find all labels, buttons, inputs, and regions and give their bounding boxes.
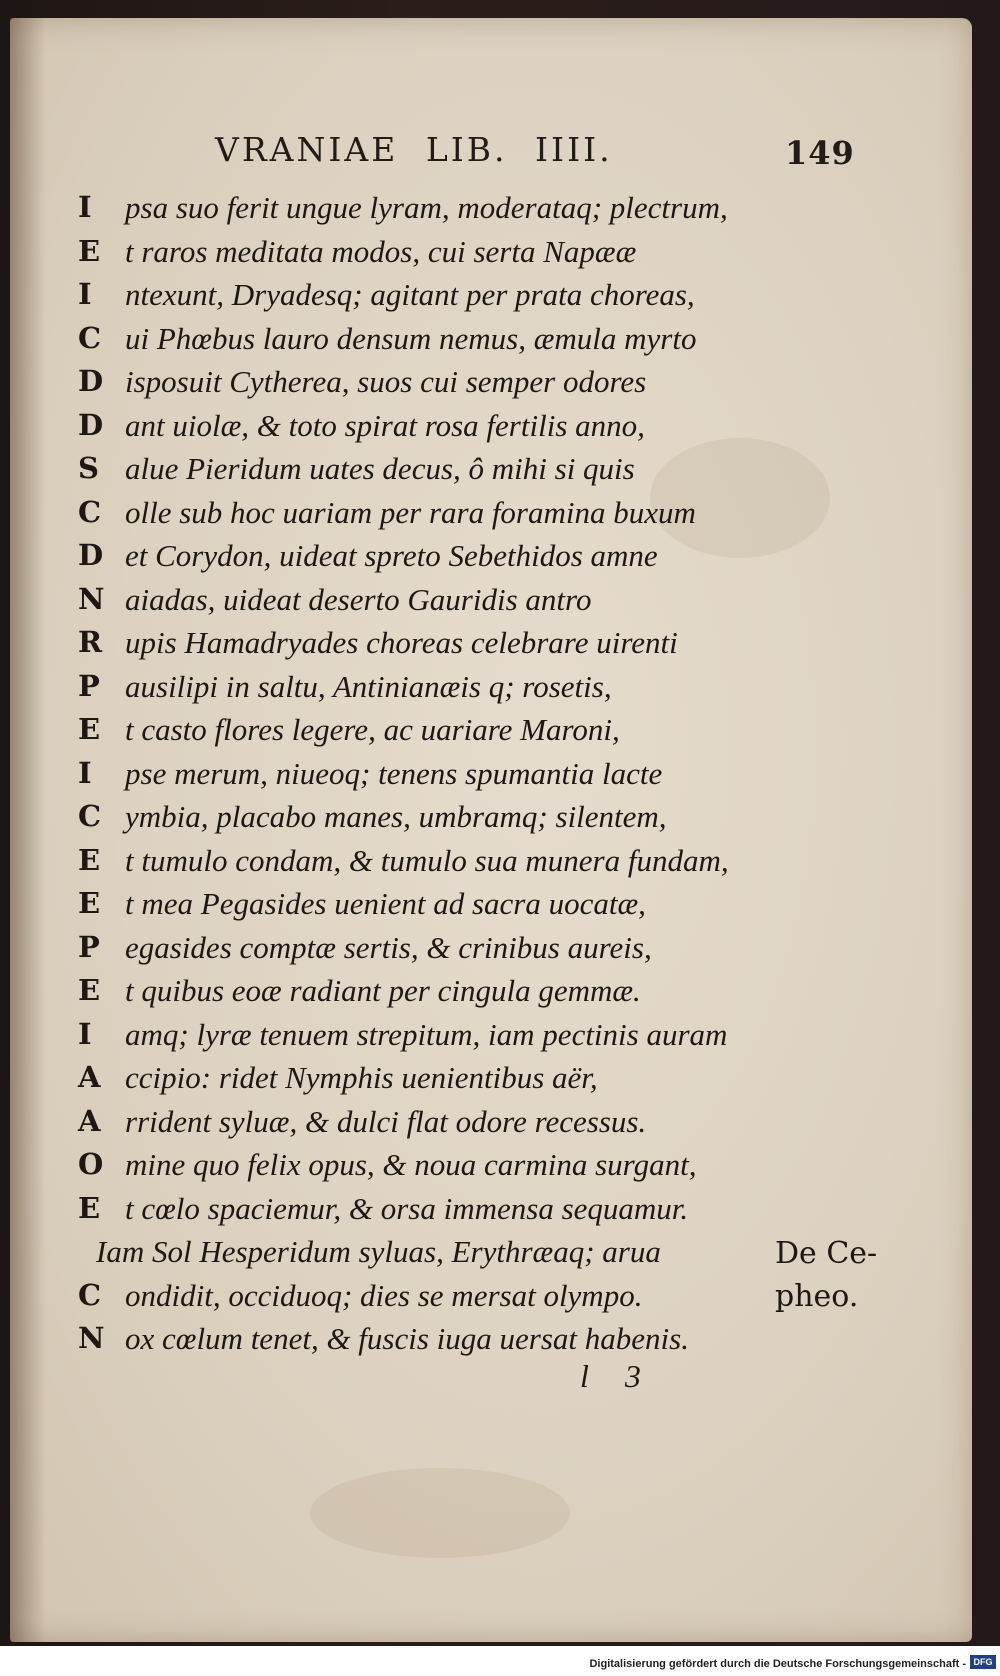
line-initial: I	[78, 1016, 92, 1051]
verse-line	[10, 708, 972, 752]
verse-line	[10, 1013, 972, 1057]
verse-line	[10, 534, 972, 578]
marginal-note-line: pheo.	[775, 1279, 859, 1314]
line-text: et Corydon, uideat spreto Sebethidos amne	[125, 538, 658, 573]
line-text: Iam Sol Hesperidum syluas, Erythræaq; arua	[96, 1234, 661, 1269]
line-text: rrident syluæ, & dulci flat odore recessus.	[125, 1103, 647, 1139]
verse-line	[10, 969, 972, 1013]
line-text: t mea Pegasides uenient ad sacra uocatæ,	[125, 886, 646, 921]
line-text: upis Hamadryades choreas celebrare uirenti	[125, 625, 678, 660]
line-text: ui Phœbus lauro densum nemus, æmula myrto	[125, 320, 697, 356]
line-initial: I	[78, 190, 92, 224]
verse-line	[10, 926, 972, 970]
line-initial: E	[78, 233, 101, 268]
marginal-note-line: De Ce-	[775, 1236, 878, 1271]
verse-line	[10, 882, 972, 926]
line-text: amq; lyræ tenuem strepitum, iam pectinis auram	[125, 1016, 728, 1052]
page-header	[10, 130, 972, 170]
line-initial: R	[78, 625, 103, 659]
verse-line	[10, 186, 972, 230]
line-text: olle sub hoc uariam per rara foramina buxum	[125, 494, 696, 530]
verse-line	[10, 230, 972, 274]
verse-line	[10, 795, 972, 839]
line-text: ant uiolæ, & toto spirat rosa fertilis anno,	[125, 407, 645, 443]
line-text: isposuit Cytherea, suos cui semper odores	[125, 364, 647, 399]
line-initial: D	[78, 364, 104, 398]
line-text: aiadas, uideat deserto Gauridis antro	[125, 581, 592, 617]
verse-line	[10, 273, 972, 317]
line-initial: S	[78, 451, 99, 485]
line-initial: E	[78, 886, 101, 920]
line-initial: N	[78, 1321, 105, 1355]
verse-line	[10, 404, 972, 448]
verse-line	[10, 447, 972, 491]
line-initial: P	[78, 668, 100, 703]
line-text: ausilipi in saltu, Antinianæis q; rosetis,	[125, 668, 612, 704]
page-number: 149	[785, 134, 855, 172]
line-initial: E	[78, 1190, 101, 1225]
verse-block	[10, 186, 972, 1361]
line-initial: C	[78, 320, 102, 355]
footer-strip	[0, 1646, 1000, 1676]
verse-line	[10, 621, 972, 665]
line-initial: N	[78, 581, 105, 616]
line-initial: P	[78, 929, 100, 964]
line-initial: D	[78, 407, 104, 442]
line-initial: C	[78, 494, 102, 529]
line-initial: E	[78, 712, 101, 746]
line-text: egasides comptæ sertis, & crinibus aureis,	[125, 929, 652, 965]
line-text: pse merum, niueoq; tenens spumantia lacte	[125, 755, 663, 791]
verse-line	[10, 1100, 972, 1144]
verse-line	[10, 1317, 972, 1361]
line-initial: C	[78, 799, 102, 833]
line-text: alue Pieridum uates decus, ô mihi si quis	[125, 451, 635, 486]
line-text: mine quo felix opus, & noua carmina surgant,	[125, 1147, 697, 1182]
paper-stain	[310, 1468, 570, 1558]
digitization-credit: Digitalisierung gefördert durch die Deutsche Forschungsgemeinschaft -	[589, 1658, 966, 1670]
line-initial: A	[78, 1060, 101, 1094]
line-text: t tumulo condam, & tumulo sua munera fundam,	[125, 842, 729, 878]
line-initial: I	[78, 277, 92, 311]
line-initial: I	[78, 755, 92, 790]
verse-line	[10, 317, 972, 361]
line-text: ccipio: ridet Nymphis uenientibus aër,	[125, 1060, 598, 1095]
line-initial: A	[78, 1103, 101, 1138]
line-initial: E	[78, 842, 101, 877]
verse-line	[10, 1056, 972, 1100]
line-text: psa suo ferit ungue lyram, moderataq; plectrum,	[125, 190, 728, 225]
line-text: t quibus eoæ radiant per cingula gemmæ.	[125, 973, 641, 1008]
verse-line	[10, 839, 972, 883]
line-initial: D	[78, 538, 104, 572]
line-text: ntexunt, Dryadesq; agitant per prata choreas,	[125, 277, 695, 312]
verse-line	[10, 665, 972, 709]
line-initial: C	[78, 1277, 102, 1312]
line-initial: O	[78, 1147, 104, 1181]
line-text: ymbia, placabo manes, umbramq; silentem,	[125, 799, 667, 834]
verse-line	[10, 360, 972, 404]
verse-line	[10, 1187, 972, 1231]
verse-line	[10, 1143, 972, 1187]
verse-line	[10, 752, 972, 796]
running-head: VRANIAE LIB. IIII.	[215, 130, 613, 169]
line-text: t raros meditata modos, cui serta Napææ	[125, 233, 637, 269]
line-text: t cœlo spaciemur, & orsa immensa sequamur.	[125, 1190, 689, 1226]
line-text: ondidit, occiduoq; dies se mersat olympo.	[125, 1277, 643, 1313]
verse-line	[10, 491, 972, 535]
line-text: ox cœlum tenet, & fuscis iuga uersat habenis.	[125, 1321, 689, 1356]
line-initial: E	[78, 973, 101, 1007]
marginal-note	[775, 1232, 877, 1318]
dfg-logo: DFG	[970, 1655, 996, 1669]
verse-line	[10, 578, 972, 622]
book-page	[10, 18, 972, 1642]
signature-mark: l 3	[580, 1358, 655, 1394]
line-text: t casto flores legere, ac uariare Maroni,	[125, 712, 620, 747]
